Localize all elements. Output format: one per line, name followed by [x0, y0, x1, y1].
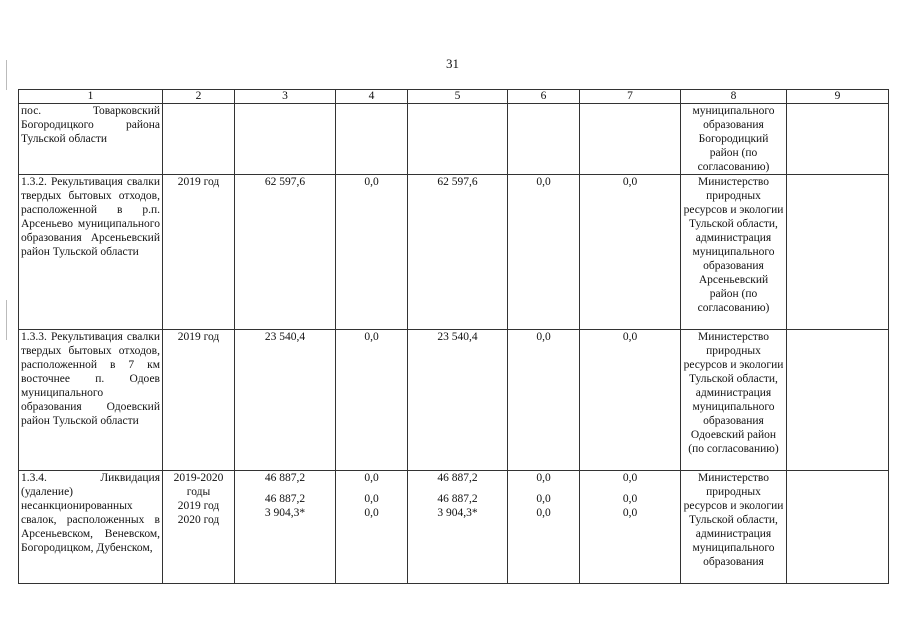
empty-cell	[787, 104, 889, 175]
regional-amount: 62 597,6	[408, 175, 508, 330]
total-amount	[235, 471, 336, 584]
column-number: 8	[681, 90, 787, 104]
total-amount: 23 540,4	[235, 330, 336, 471]
empty-cell	[787, 471, 889, 584]
spacer	[237, 485, 333, 492]
empty-cell	[787, 330, 889, 471]
local-amount: 0,0	[508, 330, 580, 471]
federal-amount	[336, 104, 408, 175]
local-amount	[508, 104, 580, 175]
regional-amount	[408, 471, 508, 584]
column-number: 4	[336, 90, 408, 104]
measure-name: 1.3.2. Рекультивация свалки твердых бытовых отходов, расположенной в р.п. Арсеньево муниципального образования Арсеньевский район Тульской области	[19, 175, 163, 330]
period: 2019 год	[163, 330, 235, 471]
amount-line: 0,0	[364, 507, 379, 519]
total-amount	[235, 104, 336, 175]
period: 2019 год	[163, 175, 235, 330]
amount-line: 0,0	[622, 507, 638, 519]
table-row	[19, 104, 889, 175]
local-amount	[508, 471, 580, 584]
amount-line: 3 904,3*	[437, 507, 478, 519]
measure-name: пос. Товарковский Богородицкого района Тульской области	[19, 104, 163, 175]
amount-line: 46 887,2	[437, 472, 478, 484]
budget-table	[18, 89, 889, 584]
other-amount	[580, 104, 681, 175]
spacer	[410, 485, 505, 492]
spacer	[510, 485, 577, 492]
total-amount: 62 597,6	[235, 175, 336, 330]
scan-mark	[6, 300, 7, 340]
amount-line: 0,0	[622, 493, 638, 505]
federal-amount	[336, 471, 408, 584]
local-amount: 0,0	[508, 175, 580, 330]
period	[163, 104, 235, 175]
other-amount: 0,0	[580, 330, 681, 471]
responsible-executor: муниципального образования Богородицкий район (по согласованию)	[681, 104, 787, 175]
column-number: 9	[787, 90, 889, 104]
amount-line: 0,0	[536, 507, 551, 519]
other-amount: 0,0	[580, 175, 681, 330]
measure-name: 1.3.3. Рекультивация свалки твердых бытовых отходов, расположенной в 7 км восточнее п. Одоев муниципального образования Одоевский район Тульской области	[19, 330, 163, 471]
other-amount	[580, 471, 681, 584]
empty-cell	[787, 175, 889, 330]
amount-line: 0,0	[536, 493, 551, 505]
column-number: 2	[163, 90, 235, 104]
column-number: 5	[408, 90, 508, 104]
federal-amount: 0,0	[336, 330, 408, 471]
amount-line: 0,0	[364, 493, 379, 505]
table-row	[19, 330, 889, 471]
responsible-executor: Министерство природных ресурсов и экологии Тульской области, администрация муниципального образования Одоевский район (по согласованию)	[681, 330, 787, 471]
scan-mark	[6, 60, 7, 90]
responsible-executor: Министерство природных ресурсов и экологии Тульской области, администрация муниципального образования Арсеньевский район (по согласованию)	[681, 175, 787, 330]
spacer	[582, 485, 678, 492]
federal-amount: 0,0	[336, 175, 408, 330]
amount-line: 46 887,2	[437, 493, 478, 505]
amount-line: 3 904,3*	[264, 507, 306, 519]
period-line: 2019-2020 годы	[173, 472, 224, 498]
page-number: 31	[446, 56, 459, 71]
column-number: 1	[19, 90, 163, 104]
responsible-executor: Министерство природных ресурсов и экологии Тульской области, администрация муниципального образования	[681, 471, 787, 584]
column-number: 6	[508, 90, 580, 104]
period	[163, 471, 235, 584]
period-line: 2020 год	[177, 514, 220, 526]
column-number: 3	[235, 90, 336, 104]
amount-line: 0,0	[536, 472, 551, 484]
measure-name: 1.3.4. Ликвидация (удаление) несанкционированных свалок, расположенных в Арсеньевском, Веневском, Богородицком, Дубенском,	[19, 471, 163, 584]
table-header-row	[19, 90, 889, 104]
column-number: 7	[580, 90, 681, 104]
regional-amount: 23 540,4	[408, 330, 508, 471]
amount-line: 46 887,2	[264, 493, 306, 505]
amount-line: 0,0	[364, 472, 379, 484]
table-row	[19, 471, 889, 584]
amount-line: 46 887,2	[264, 472, 306, 484]
table-row	[19, 175, 889, 330]
amount-line: 0,0	[622, 472, 638, 484]
period-line: 2019 год	[177, 500, 220, 512]
spacer	[338, 485, 405, 492]
regional-amount	[408, 104, 508, 175]
